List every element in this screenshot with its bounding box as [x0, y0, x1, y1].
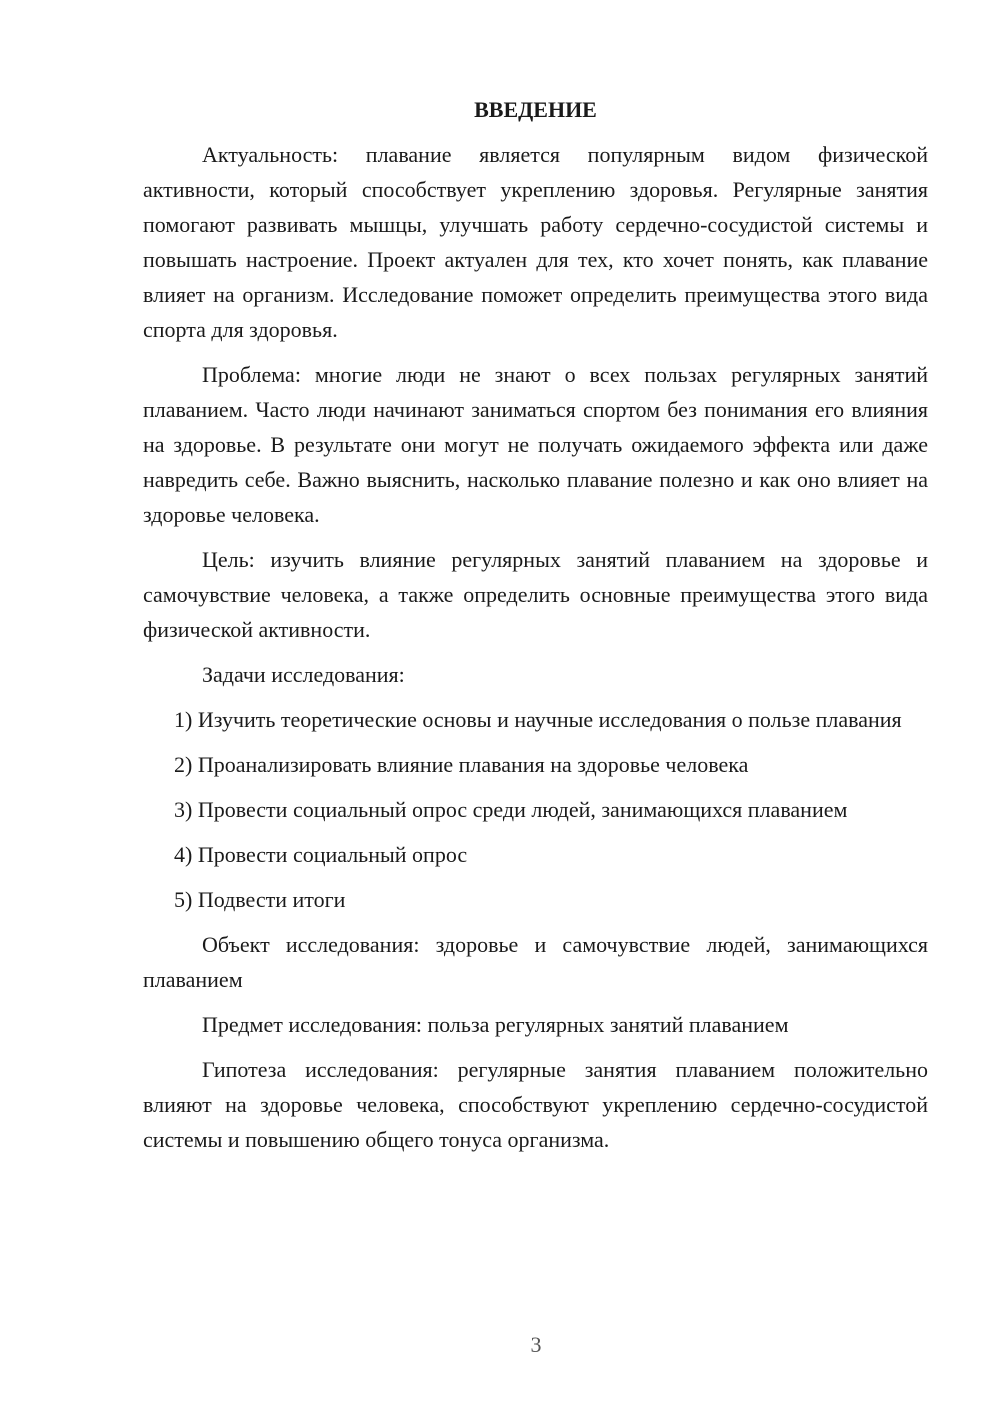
- task-item-4: 4) Провести социальный опрос: [174, 842, 468, 867]
- page-number: 3: [530, 1332, 542, 1357]
- goal-paragraph: Цель: изучить влияние регулярных занятий плаванием на здоровье и самочувствие человека, а также определить основные преимущества этого вида физической активности.: [143, 547, 928, 642]
- relevance-paragraph: Актуальность: плавание является популярным видом физической активности, который способствует укреплению здоровья. Регулярные занятия помогают развивать мышцы, улучшать работу сердечно-сосудистой системы и повышать настроение. Проект актуален для тех, кто хочет понять, как плавание влияет на организм. Исследование поможет определить преимущества этого вида спорта для здоровья.: [143, 142, 928, 342]
- page-content: [143, 92, 928, 1167]
- object-paragraph: Объект исследования: здоровье и самочувствие людей, занимающихся плаванием: [143, 932, 928, 992]
- hypothesis-paragraph: Гипотеза исследования: регулярные занятия плаванием положительно влияют на здоровье человека, способствуют укреплению сердечно-сосудистой системы и повышению общего тонуса организма.: [143, 1057, 928, 1152]
- subject-paragraph: Предмет исследования: польза регулярных занятий плаванием: [202, 1012, 789, 1037]
- page-title: ВВЕДЕНИЕ: [474, 97, 597, 122]
- task-item-3: 3) Провести социальный опрос среди людей, занимающихся плаванием: [174, 797, 848, 822]
- tasks-heading: Задачи исследования:: [202, 662, 405, 687]
- problem-paragraph: Проблема: многие люди не знают о всех пользах регулярных занятий плаванием. Часто люди начинают заниматься спортом без понимания его влияния на здоровье. В результате они могут не получать ожидаемого эффекта или даже навредить себе. Важно выяснить, насколько плавание полезно и как оно влияет на здоровье человека.: [143, 362, 928, 527]
- task-item-1: 1) Изучить теоретические основы и научные исследования о пользе плавания: [174, 707, 902, 732]
- task-item-5: 5) Подвести итоги: [174, 887, 346, 912]
- task-item-2: 2) Проанализировать влияние плавания на здоровье человека: [174, 752, 749, 777]
